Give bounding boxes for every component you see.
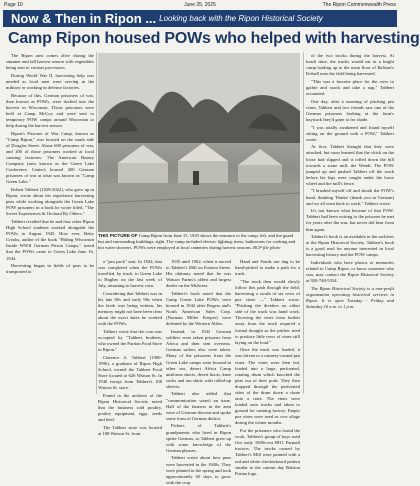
article-paragraph: At first, Tabbert thought that they were attacked, but soon learned that the chick on the loose had slipped and it rolled down the hill towards a stone mill, the Wendt. The POW jumped up and pushed Tabbert off the truck before his legs were caught under the loose wheel and the mill's fence. [306,144,394,186]
article-column-2 [98,259,162,437]
article-paragraph: Because of this, German prisoners of war, then known as POWs, were drafted into the harvest in Wisconsin. Those prisoners were held at Camp McCoy and were sent to temporary POW camps around Wisconsin to help during the harvest season. [6,92,94,129]
article-paragraph: a "pea pack" unit. In 1944, that was completed when the POWs travelled, by truck, to Green Lake to Hughes on the last week of July, returning to harvest corn. [98,259,162,289]
article-paragraph: Tabbert wrote about how peas were harvested in the 1940s. They were planted in the spring and took approximately 60 days to grow with the crop [166,455,231,485]
banner-title: Now & Then in Ripon ... [11,11,157,26]
page-number: Page 10 [4,2,23,8]
article-paragraph: The Ripon area comes alive during the summer and fall harvest season with vegetables being sent to various processors. [6,53,94,71]
article-paragraph: Found in the archives of the Ripon Historical Society noted that the business sold poultry, poultry equipment, eggs, seeds and feed. [98,392,162,423]
article-paragraph: Instead, in 1942 German soldiers were taken prisoner from Africa and then sent overseas. German sailors also were taken. Many of the prisoners from the Green Lake camps were housed in other sea, desert Africa Camp uniforms shorts, desert boots, knee socks and tan shirts with rolled-up sleeves. [166,329,231,389]
article-paragraph: One day, after a morning of pitching pea vines, Tabbert and two friends saw one of the German prisoners looking at the farm's haystack they'd gone to for shade. [306,98,394,122]
article-paragraph: Considering that Tabbert was in his late 80s and early 90s when the book was being written, his memory might not have been clear about the exact dates he worked with the POWs. [98,290,162,327]
article-paragraph: "I was totally awakened and found myself sitting on the ground with a POW," Tabbert wrote. [306,124,394,142]
article-paragraph: Tabbert also added that "communication wasn't an issue. Half of the farmers in the area were of German descent and spoke some form of German dialect. [166,391,231,421]
photo-credit: RCP file photo [253,245,281,250]
article-paragraph: Tabbert's book is an available in the archives at the Ripon Historical Society. Tabbert's book is a good read for anyone interested in local harvesting history and the POW camps. [306,234,394,258]
caption-lead: THIS PICTURE OF [98,233,138,238]
article-column-4 [235,259,300,476]
article-paragraph: of the two trucks during the harvest. At lunch time, the trucks would eat in a bright camp loading up to the main floor of Ralston's Kelsall near the field being harvested. [306,53,394,77]
article-column-5 [306,53,394,396]
article-paragraph: Tabbert recalled that he and four other Ripon High School students worked alongside the POWs in August 1945. How ever, Betty Crooks, author of the book "Hiding Wisconsin Inside WWII German Prison Camps," noted that the POWs came to Green Lake June 16, 1944. [6,218,94,261]
banner-tagline: Looking back with the Ripon Historical Society [159,14,323,23]
article-paragraph: Tabbert wrote that the corn was occupied by "Tabbert brothers, who owned the Puritan Food Store in Ripon." [98,329,162,353]
article-paragraph: Harvesting began in fields of peas to be transported to [6,263,94,275]
society-credit: The Ripon Historical Society is a non-profit organization operating historical services in Ripon. It is open Tuesday - Friday and Saturday 10 a.m. to 1 p.m. [306,285,394,310]
article-paragraph: Ripon's Prisoner of War Camp, known as "Camp Ripon," was located on the south side of Douglas Street. About 600 prisoners of war, and 200 of those prisoners worked at local canning factories: The American Beauty Company (now known as the Green Lake Conference Center) housed 200 German prisoners of war at what was known as "Camp Green Lake." [6,130,94,185]
article-photo [98,53,300,232]
section-banner [3,10,397,27]
article-paragraph: Individuals who have photos or memories related to Camp Ripon, or know someone who was, may contact the Ripon Historical Society at 920-748-5354. [306,260,394,284]
article-column-3 [166,259,231,485]
caption-text: Camp Ripon from June 15, 1945 shows the entrance to the camp, left, and the guard hut and surrounding buildings, right. The camp included electric lighting, mess, bathrooms for cooking and hot water showers. POWs were employed at local canneries during harvest seasons. [98,233,296,250]
article-column-1 [6,53,94,396]
article-paragraph: Pickers of Tabbert's grandparents who lived in Ripon spoke German, so Tabbert grew up with some knowledge of the German phrases. [166,423,231,453]
article-headline: Camp Ripon housed POWs who helped with harvesting [8,30,420,47]
column-rule [96,52,97,394]
article-paragraph: For the prisoners who found the work, Tabbert's group of boys used five early 1940s-era IH11 Farmall tractors. The trucks owned by Tabbert's Mill were painted with a red and white checkerboard pattern similar to the current day Ralston Purina logo. [235,428,300,476]
article-paragraph: 1935 until 1962, when it moved to Tabbert's Mill on Eastern Street. His obituary noted that he was Watson Farms's oldest and largest dealer on the Midwest. [166,259,231,289]
photo-illustration [98,53,300,232]
article-paragraph: Robert Tabbert (1928-2022), who grew up in Ripon, wrote about his experience harvesting peas while working alongside the Green Lake POW prisoners in a book he wrote titled, "The Sweet Experiences & Orchard By Others." [6,186,94,217]
article-paragraph: "The truck then would slowly follow this path through the field, harvesting a swath of six rows of pea vines ...," Tabbert wrote. "Pitching the dividers on either side of the truck was hand work. Throwing the vines from further away from the truck required a formal thought as the pitcher tried to produce little rows of vines still laying on the load." [235,278,300,345]
article-paragraph: "This was a favorite place for the crew to gather and snack and take a nap," Tabbert recounted. [306,78,394,97]
column-rule [303,52,304,394]
article-paragraph: The Tabbert store was located at 108 Watson St. from [98,424,162,437]
paper-name: The Ripon Commonwealth Press [322,2,396,8]
article-paragraph: It's not known what became of that POW. Tabbert had been writing to the prisoner he met for years after the war, but never did hear from him again. [306,208,394,232]
article-paragraph: Hand and Fonds use dug to be hand-picked to make a path for a truck. [235,259,300,277]
publication-date: June 25, 2025 [184,2,216,8]
article-paragraph: During World War II, harvesting help was needed as local men were serving in the military or working in defense factories. [6,72,94,90]
photo-caption [98,233,300,251]
article-paragraph: Tabbert's book noted that the Camp Green Lake POWs were housed in 1942 after Rogers and's North American Sales Corp. (Norman Miller Keeper) were defeated by the Western Allies. [166,290,231,327]
article-paragraph: Clarence A. Tabbert (1900-1996), a graduate of Ripon High School, owned the Tabbert Food Store located at 626 Watson St. In 1940 except from Tabbert's 108 Watson St. store. [98,354,162,391]
article-paragraph: "I brushed myself off and shook the POW's hand, thinking 'Danke' (thank you in German) and we all went back to work," Tabbert wrote. [306,188,394,206]
article-paragraph: Once the truck was loaded, it was driven to a cannery-owned pea viner. The vines were then fed, loaded into a large, perforated, rotating drum which knocked the peas out of their pods. They then dropped through the perforated sides of the drum down a chute onto a crate. The vines were loaded onto trucks and taken to ground for canning factory. Empty pea vines were used as cow silage during the winter months. [235,347,300,426]
